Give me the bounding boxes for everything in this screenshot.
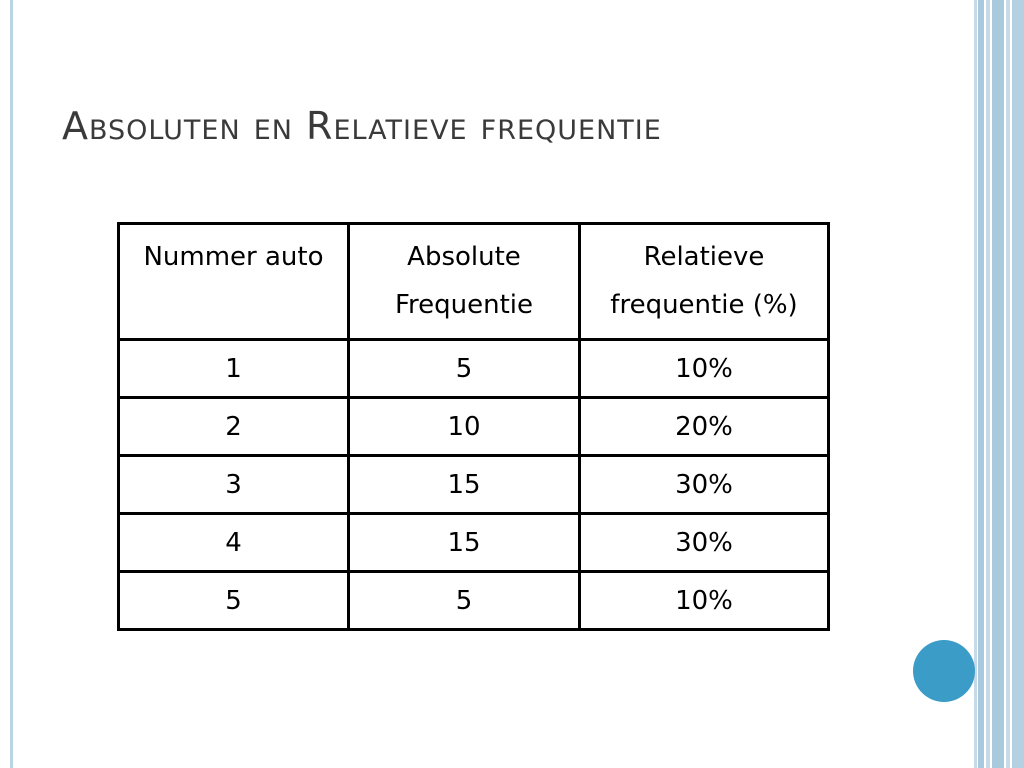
cell-relatieve-frequentie: 30% — [580, 456, 829, 514]
header-line: Absolute — [407, 242, 521, 272]
cell-absolute-frequentie: 5 — [349, 572, 580, 630]
cell-absolute-frequentie: 15 — [349, 514, 580, 572]
slide-title: Absoluten en Relatieve frequentie — [62, 104, 662, 148]
stripe — [986, 0, 990, 768]
table-row — [119, 456, 829, 514]
cell-absolute-frequentie: 5 — [349, 340, 580, 398]
cell-relatieve-frequentie: 20% — [580, 398, 829, 456]
cell-relatieve-frequentie: 10% — [580, 572, 829, 630]
cell-absolute-frequentie: 10 — [349, 398, 580, 456]
cell-absolute-frequentie: 15 — [349, 456, 580, 514]
table-header-row — [119, 224, 829, 340]
table-row — [119, 572, 829, 630]
stripe — [974, 0, 977, 768]
cell-nummer-auto: 3 — [119, 456, 349, 514]
stripe — [1006, 0, 1010, 768]
table-row — [119, 340, 829, 398]
cell-nummer-auto: 5 — [119, 572, 349, 630]
stripe — [1012, 0, 1024, 768]
right-decorative-stripes — [974, 0, 1024, 768]
stripe — [992, 0, 1004, 768]
header-line: Frequentie — [394, 290, 534, 320]
header-line: Nummer auto — [143, 242, 324, 272]
frequency-table — [117, 222, 830, 631]
header-nummer-auto — [119, 224, 349, 340]
cell-nummer-auto: 2 — [119, 398, 349, 456]
header-line: frequentie (%) — [610, 290, 798, 320]
stripe — [978, 0, 984, 768]
header-relatieve-frequentie — [580, 224, 829, 340]
cell-nummer-auto: 4 — [119, 514, 349, 572]
table-row — [119, 398, 829, 456]
left-decorative-border — [0, 0, 13, 768]
cell-relatieve-frequentie: 30% — [580, 514, 829, 572]
header-absolute-frequentie — [349, 224, 580, 340]
table-row — [119, 514, 829, 572]
decorative-circle — [913, 640, 975, 702]
cell-nummer-auto: 1 — [119, 340, 349, 398]
cell-relatieve-frequentie: 10% — [580, 340, 829, 398]
header-line: Relatieve — [643, 242, 765, 272]
